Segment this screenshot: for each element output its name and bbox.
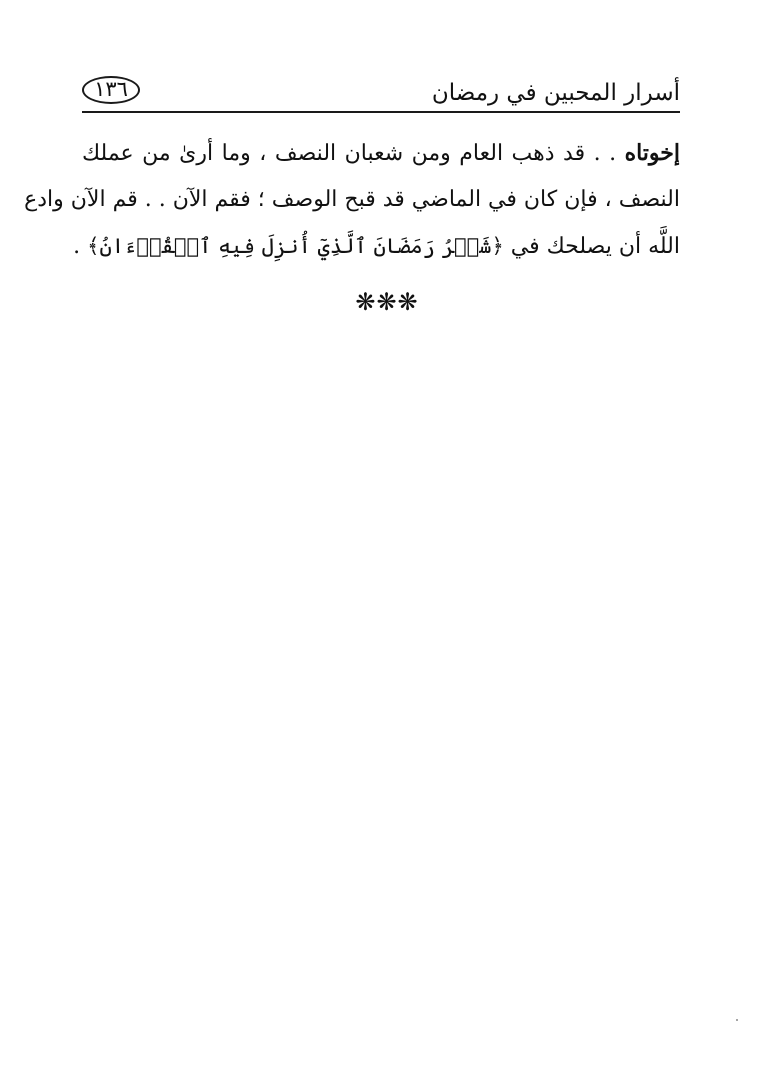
line-1-text: . . قد ذهب العام ومن شعبان النصف ، وما أرىٰ من عملك [82, 141, 625, 166]
line-3-suffix: . [73, 234, 88, 259]
running-title: أسرار المحبين في رمضان [431, 80, 680, 106]
paragraph-line-2: النصف ، فإن كان في الماضي قد قبح الوصف ؛ فقم الآن . . قم الآن وادع [24, 187, 680, 212]
quran-verse: ﴿شَهۡرُ رَمَضَانَ ٱلَّذِيٓ أُنزِلَ فِيهِ ٱلۡقُرۡءَانُ﴾ [87, 234, 504, 258]
line-3-prefix: اللَّه أن يصلحك في [503, 234, 680, 259]
header-rule [82, 111, 680, 113]
paragraph-line-3 [73, 223, 680, 270]
section-separator: ❋❋❋ [355, 288, 419, 316]
lead-word: إخوتاه [624, 140, 680, 166]
body-paragraph [24, 130, 680, 270]
paragraph-line-1 [82, 130, 680, 177]
scan-speck [736, 1019, 738, 1021]
page-header [82, 72, 680, 112]
page-number: ١٣٦ [82, 76, 140, 104]
